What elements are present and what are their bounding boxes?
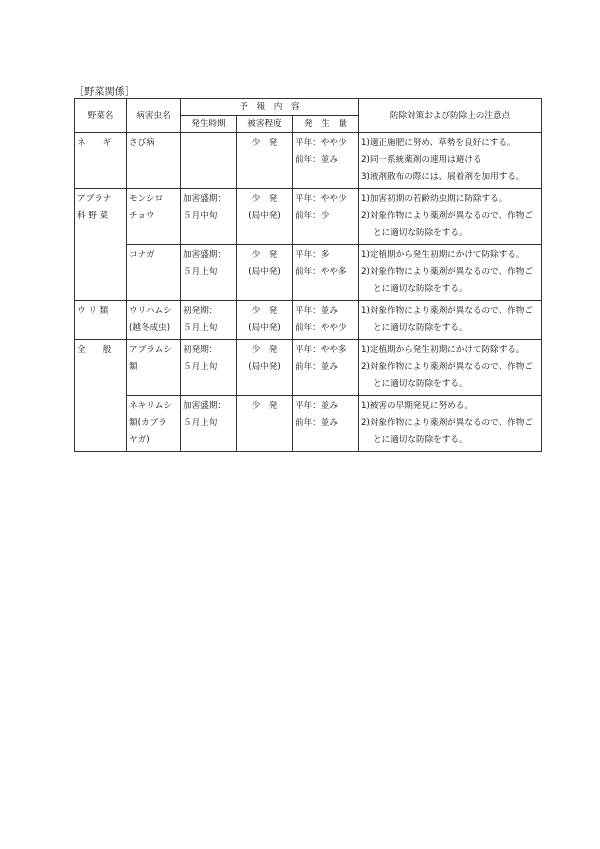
pest-cell — [127, 396, 181, 452]
timing-cell — [181, 245, 237, 301]
cell-text: 少 発 — [251, 401, 278, 411]
cell-text: (局中発) — [248, 323, 281, 333]
table-body — [75, 133, 542, 452]
cell-text: 前年：やや少 — [295, 323, 347, 333]
table-row — [75, 301, 542, 340]
cell-text: ネ ギ — [77, 138, 112, 148]
cell-text: 1)加害初期の若齢幼虫期に防除する。 — [361, 194, 508, 204]
crop-cell — [75, 301, 127, 340]
header-crop: 野菜名 — [75, 99, 127, 133]
cell-text: 少 発 — [251, 138, 278, 148]
cell-text: 1)被害の早期発見に努める。 — [361, 401, 473, 411]
cell-text: モンシロ — [129, 194, 164, 204]
notes-cell — [359, 189, 542, 245]
crop-cell — [75, 189, 127, 301]
timing-cell — [181, 133, 237, 189]
notes-cell — [359, 396, 542, 452]
cell-text: 類 — [129, 362, 138, 372]
cell-text: 平年：やや少 — [295, 138, 347, 148]
cell-text: 1)定植期から発生初期にかけて防除する。 — [361, 345, 525, 355]
cell-text: 少 発 — [251, 345, 278, 355]
table-row — [75, 133, 542, 189]
cell-text: (局中発) — [248, 362, 281, 372]
cell-text: ヤガ) — [129, 435, 150, 445]
cell-text: (局中発) — [248, 267, 281, 277]
timing-cell — [181, 301, 237, 340]
cell-text: ウ リ 類 — [77, 306, 109, 316]
cell-text: 1)定植期から発生初期にかけて防除する。 — [361, 250, 525, 260]
header-notes: 防除対策および防除上の注意点 — [359, 99, 542, 133]
pest-cell — [127, 301, 181, 340]
cell-text: 2)同一系統薬剤の連用は避ける — [361, 155, 482, 165]
cell-text: (局中発) — [248, 211, 281, 221]
cell-text: 少 発 — [251, 250, 278, 260]
cell-text: 全 般 — [77, 345, 112, 355]
cell-text: 2)対象作物により薬剤が異なるので、作物ごとに適切な防除をする。 — [361, 362, 533, 389]
pest-cell — [127, 133, 181, 189]
cell-text: 2)対象作物により薬剤が異なるので、作物ごとに適切な防除をする。 — [361, 267, 533, 294]
damage-cell — [237, 340, 293, 396]
cell-text: 少 発 — [251, 306, 278, 316]
cell-text: コナガ — [129, 250, 155, 260]
cell-text: 2)対象作物により薬剤が異なるので、作物ごとに適切な防除をする。 — [361, 418, 533, 445]
cell-text: 前年：やや多 — [295, 267, 347, 277]
table-row — [75, 340, 542, 396]
amount-cell — [293, 340, 359, 396]
cell-text: 類(カブラ — [129, 418, 167, 428]
table-row — [75, 189, 542, 245]
cell-text: 加害盛期： — [183, 194, 226, 204]
cell-text: 少 発 — [251, 194, 278, 204]
cell-text: チョウ — [129, 211, 155, 221]
cell-text: アブラナ — [77, 194, 112, 204]
cell-text: 前年：並み — [295, 155, 338, 165]
cell-text: (越冬成虫) — [129, 323, 171, 333]
cell-text: 前年：並み — [295, 362, 338, 372]
cell-text: 初発期： — [183, 345, 218, 355]
cell-text: ５月上旬 — [183, 418, 218, 428]
cell-text: 初発期： — [183, 306, 218, 316]
table-row — [75, 245, 542, 301]
crop-cell — [75, 133, 127, 189]
pest-cell — [127, 340, 181, 396]
header-forecast: 予 報 内 容 — [181, 99, 359, 116]
cell-text: 前年：並み — [295, 418, 338, 428]
cell-text: ５月中旬 — [183, 211, 218, 221]
crop-cell — [75, 340, 127, 452]
cell-text: 1)適正施肥に努め、草勢を良好にする。 — [361, 138, 516, 148]
notes-cell — [359, 301, 542, 340]
cell-text: 前年：少 — [295, 211, 330, 221]
timing-cell — [181, 189, 237, 245]
pest-cell — [127, 189, 181, 245]
cell-text: 1)対象作物により薬剤が異なるので、作物ごとに適切な防除をする。 — [361, 306, 533, 333]
amount-cell — [293, 189, 359, 245]
damage-cell — [237, 133, 293, 189]
amount-cell — [293, 301, 359, 340]
header-pest: 病害虫名 — [127, 99, 181, 133]
cell-text: ５月上旬 — [183, 362, 218, 372]
notes-cell — [359, 133, 542, 189]
amount-cell — [293, 133, 359, 189]
amount-cell — [293, 396, 359, 452]
cell-text: ウリハムシ — [129, 306, 172, 316]
header-timing: 発生時期 — [181, 116, 237, 133]
notes-cell — [359, 245, 542, 301]
cell-text: 平年：やや多 — [295, 345, 347, 355]
notes-cell — [359, 340, 542, 396]
pest-cell — [127, 245, 181, 301]
cell-text: 3)液剤散布の際には、展着剤を加用する。 — [361, 172, 525, 182]
cell-text: ５月上旬 — [183, 267, 218, 277]
cell-text: 加害盛期： — [183, 401, 226, 411]
cell-text: 平年：並み — [295, 401, 338, 411]
damage-cell — [237, 245, 293, 301]
cell-text: アブラムシ — [129, 345, 172, 355]
timing-cell — [181, 396, 237, 452]
table-row — [75, 396, 542, 452]
cell-text: 科 野 菜 — [77, 211, 109, 221]
cell-text: 加害盛期： — [183, 250, 226, 260]
header-damage: 被害程度 — [237, 116, 293, 133]
pest-forecast-table — [74, 98, 542, 452]
timing-cell — [181, 340, 237, 396]
cell-text: さび病 — [129, 138, 155, 148]
amount-cell — [293, 245, 359, 301]
cell-text: 平年：やや少 — [295, 194, 347, 204]
header-amount: 発 生 量 — [293, 116, 359, 133]
cell-text: 平年：多 — [295, 250, 330, 260]
cell-text: 2)対象作物により薬剤が異なるので、作物ごとに適切な防除をする。 — [361, 211, 533, 238]
damage-cell — [237, 189, 293, 245]
cell-text: 平年：並み — [295, 306, 338, 316]
cell-text: ５月上旬 — [183, 323, 218, 333]
damage-cell — [237, 396, 293, 452]
section-title: ［野菜関係］ — [74, 87, 136, 98]
cell-text: ネキリムシ — [129, 401, 172, 411]
damage-cell — [237, 301, 293, 340]
